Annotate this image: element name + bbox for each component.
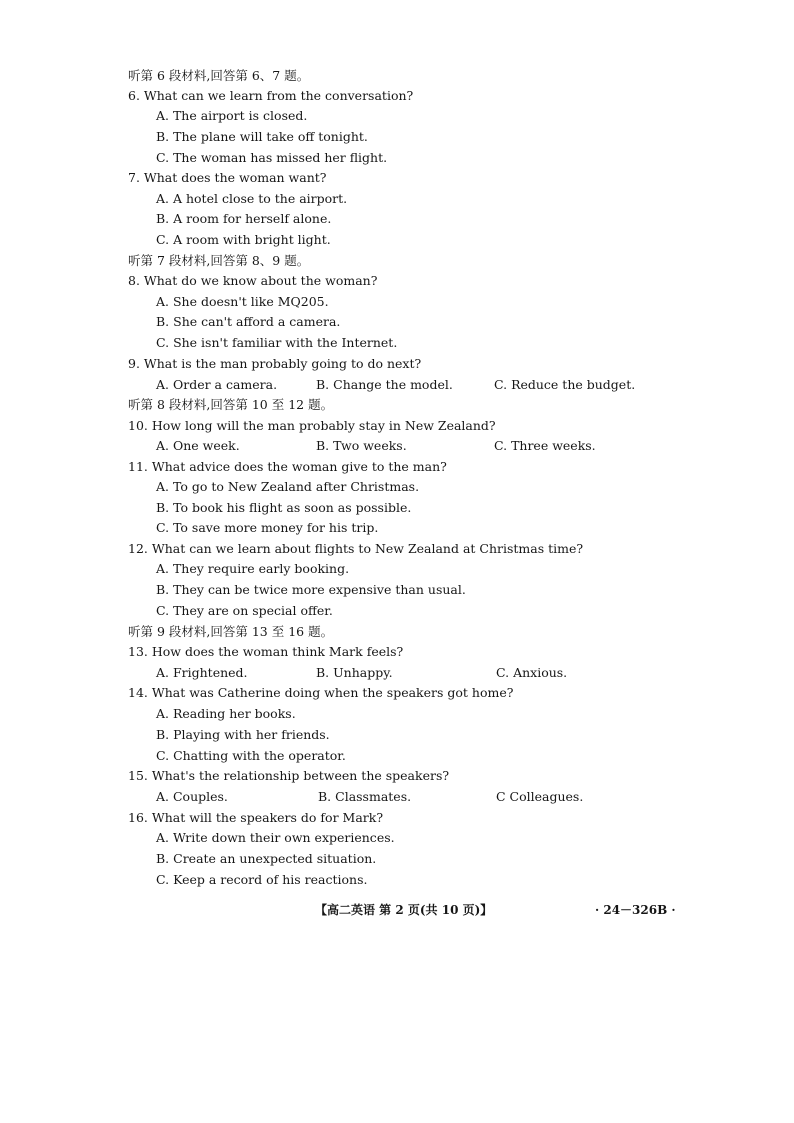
question-stem: 7. What does the woman want? [128,170,327,185]
answer-option: A. Reading her books. [156,706,296,721]
answer-option: C Colleagues. [496,789,584,804]
question-stem: 10. How long will the man probably stay in New Zealand? [128,418,496,433]
answer-option: A. Couples. [156,789,228,804]
answer-option: A. One week. [156,438,240,453]
answer-option: B. They can be twice more expensive than usual. [156,582,466,597]
answer-option: B. A room for herself alone. [156,211,332,226]
answer-option: A. Order a camera. [156,377,278,392]
answer-option: C. Anxious. [496,665,568,680]
answer-option: A. A hotel close to the airport. [156,191,348,206]
question-stem: 14. What was Catherine doing when the speakers got home? [128,685,514,700]
question-stem: 12. What can we learn about flights to New Zealand at Christmas time? [128,541,584,556]
answer-option: A. They require early booking. [156,561,350,576]
answer-option: B. Unhappy. [316,665,393,680]
answer-option: A. To go to New Zealand after Christmas. [156,479,420,494]
question-stem: 6. What can we learn from the conversation? [128,88,414,103]
answer-option: A. Frightened. [156,665,248,680]
answer-option: A. Write down their own experiences. [156,830,395,845]
section-instruction: 听第 6 段材料,回答第 6、7 题。 [128,68,310,83]
answer-option: C. They are on special offer. [156,603,333,618]
answer-option: C. A room with bright light. [156,232,331,247]
question-stem: 15. What's the relationship between the speakers? [128,768,450,783]
answer-option: B. The plane will take off tonight. [156,129,368,144]
section-instruction: 听第 9 段材料,回答第 13 至 16 题。 [128,624,334,639]
answer-option: C. She isn't familiar with the Internet. [156,335,398,350]
answer-option: A. The airport is closed. [156,108,308,123]
section-instruction: 听第 8 段材料,回答第 10 至 12 题。 [128,397,334,412]
answer-option: B. To book his flight as soon as possible. [156,500,412,515]
answer-option: B. She can't afford a camera. [156,314,341,329]
question-stem: 11. What advice does the woman give to the man? [128,459,447,474]
footer-code: · 24－326B · [595,903,676,917]
answer-option: C. Three weeks. [494,438,596,453]
question-stem: 16. What will the speakers do for Mark? [128,810,384,825]
answer-option: C. Keep a record of his reactions. [156,872,368,887]
question-stem: 13. How does the woman think Mark feels? [128,644,404,659]
question-stem: 9. What is the man probably going to do next? [128,356,422,371]
answer-option: C. Chatting with the operator. [156,748,346,763]
answer-option: C. Reduce the budget. [494,377,636,392]
answer-option: B. Change the model. [316,377,453,392]
answer-option: C. The woman has missed her flight. [156,150,388,165]
answer-option: B. Playing with her friends. [156,727,330,742]
section-instruction: 听第 7 段材料,回答第 8、9 题。 [128,253,310,268]
answer-option: B. Classmates. [318,789,412,804]
answer-option: C. To save more money for his trip. [156,520,379,535]
footer-page-label: 【高二英语 第 2 页(共 10 页)】 [315,903,493,917]
question-stem: 8. What do we know about the woman? [128,273,378,288]
answer-option: B. Create an unexpected situation. [156,851,377,866]
answer-option: A. She doesn't like MQ205. [156,294,329,309]
answer-option: B. Two weeks. [316,438,407,453]
